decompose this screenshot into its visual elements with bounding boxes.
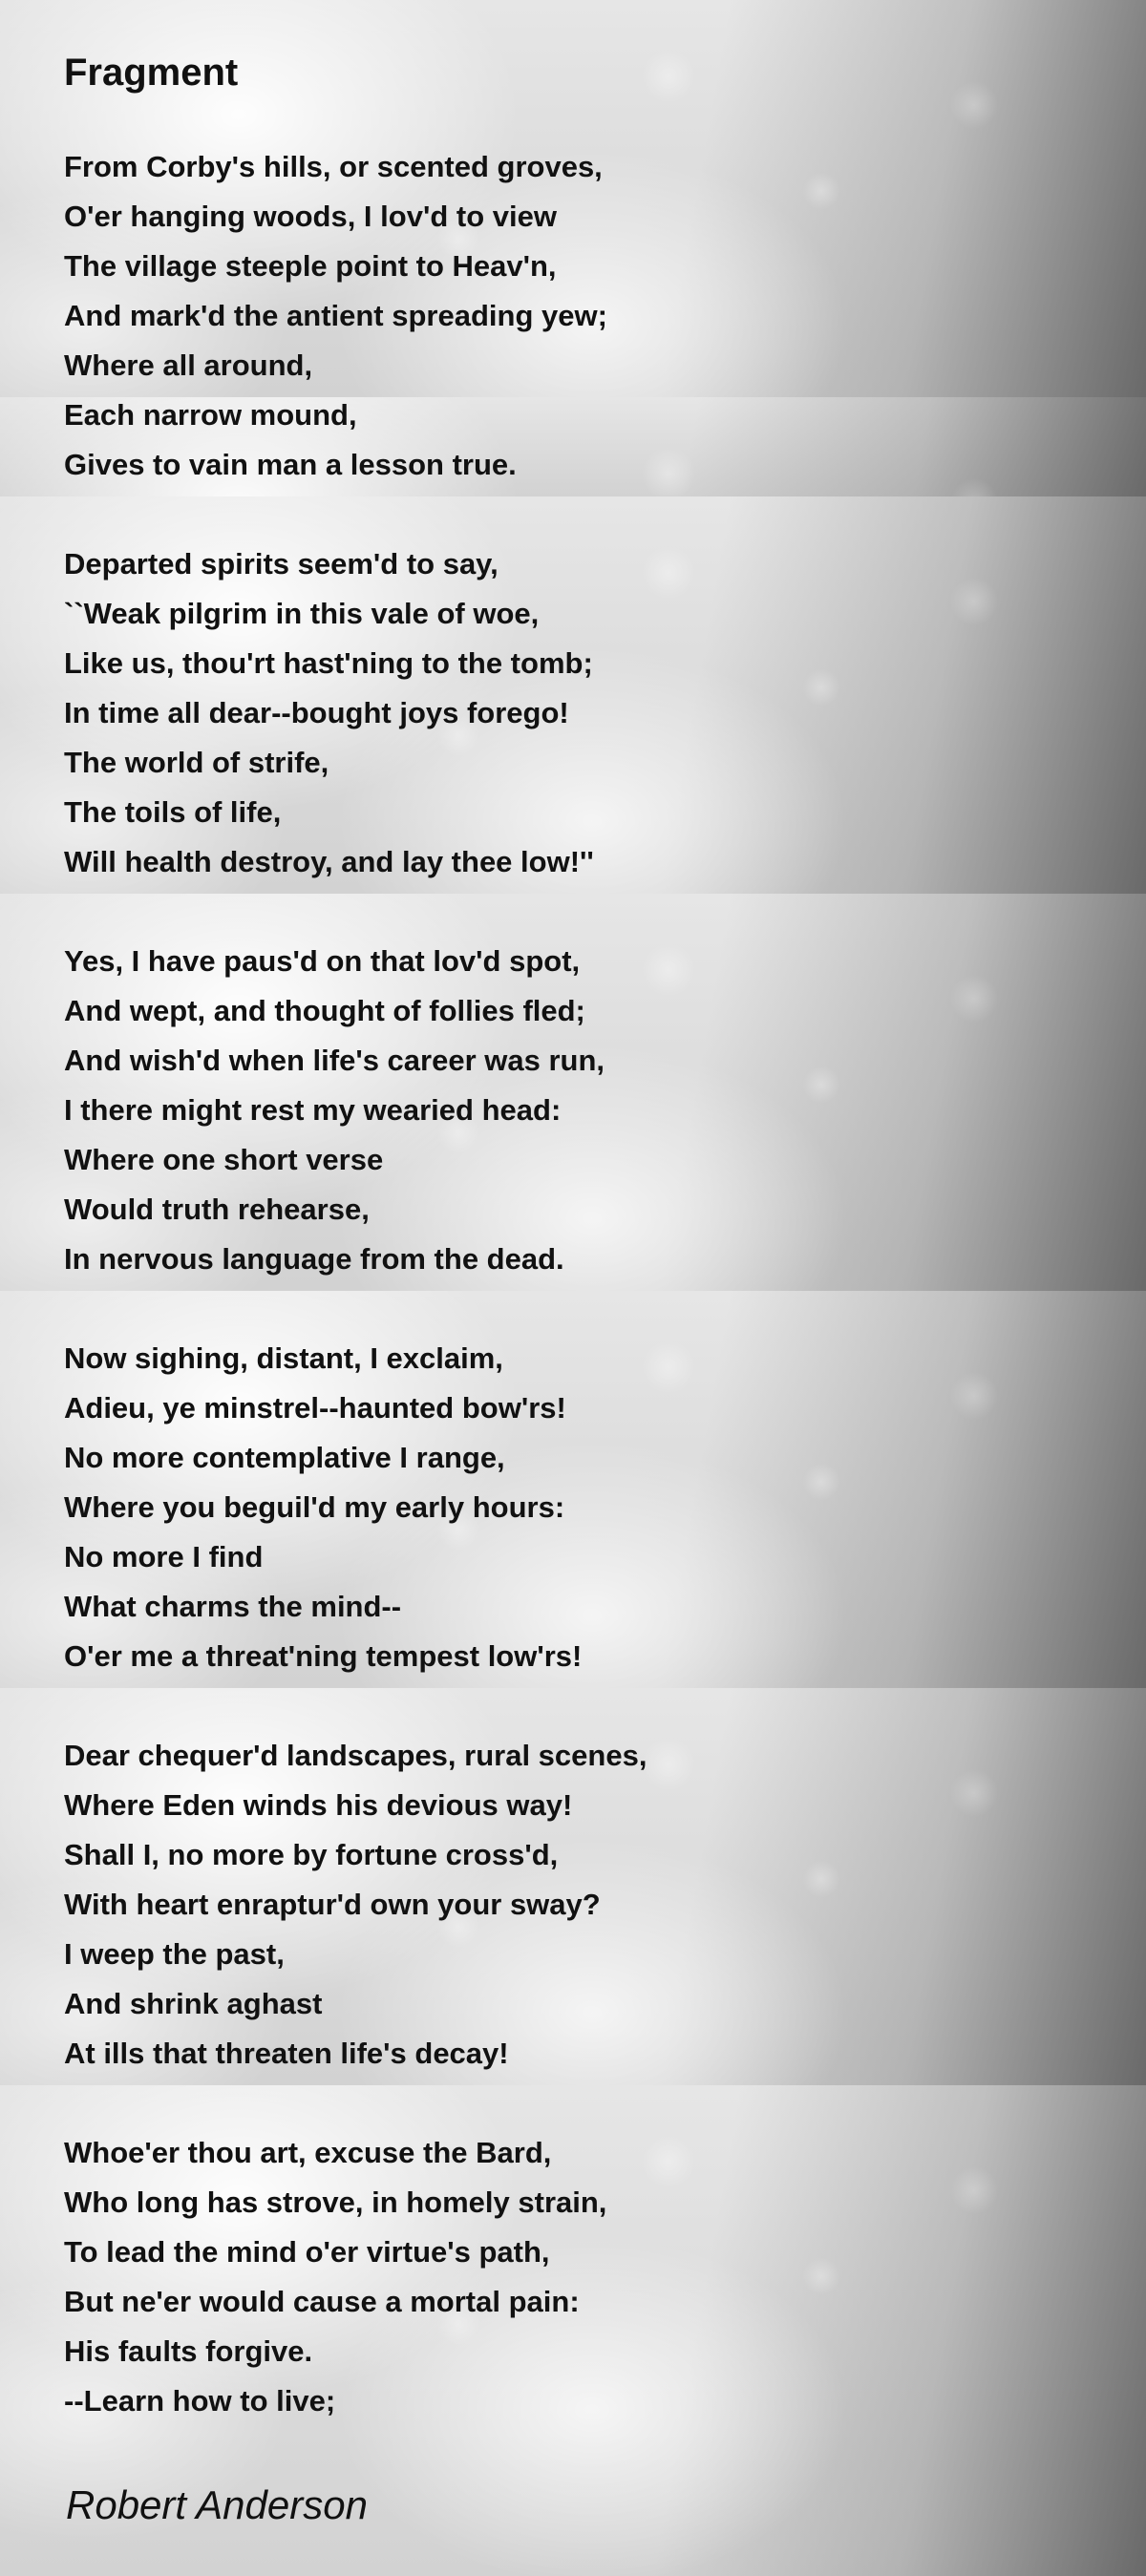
poem-line: Yes, I have paus'd on that lov'd spot,: [64, 944, 581, 978]
poem-line: Would truth rehearse,: [64, 1193, 370, 1226]
poem-line: Shall I, no more by fortune cross'd,: [64, 1838, 559, 1871]
poem-line: Departed spirits seem'd to say,: [64, 547, 499, 581]
poem-line: What charms the mind--: [64, 1590, 402, 1623]
poem-line: From Corby's hills, or scented groves,: [64, 150, 603, 183]
poem-line: In nervous language from the dead.: [64, 1242, 564, 1276]
poem-line: And shrink aghast: [64, 1987, 323, 2020]
poem-line: Each narrow mound,: [64, 398, 357, 432]
poem-line: Will health destroy, and lay thee low!'': [64, 845, 594, 878]
stanza-5: [64, 1731, 647, 2079]
poem-line: I weep the past,: [64, 1937, 285, 1971]
poem-line: Gives to vain man a lesson true.: [64, 448, 517, 481]
poem-line: At ills that threaten life's decay!: [64, 2037, 509, 2070]
stanza-2: [64, 539, 594, 887]
poem-line: Dear chequer'd landscapes, rural scenes,: [64, 1739, 647, 1772]
poem-line: With heart enraptur'd own your sway?: [64, 1888, 601, 1921]
stanza-6: [64, 2128, 606, 2426]
poem-line: Where all around,: [64, 348, 313, 382]
poem-line: Where Eden winds his devious way!: [64, 1788, 573, 1822]
poem-line: Who long has strove, in homely strain,: [64, 2185, 607, 2219]
poem-line: --Learn how to live;: [64, 2384, 336, 2418]
stanza-3: [64, 937, 605, 1284]
stanza-4: [64, 1334, 582, 1681]
poem-line: No more contemplative I range,: [64, 1441, 505, 1474]
poem-line: And mark'd the antient spreading yew;: [64, 299, 607, 332]
poem-line: ``Weak pilgrim in this vale of woe,: [64, 597, 540, 630]
poem-line: To lead the mind o'er virtue's path,: [64, 2235, 550, 2269]
poem-line: And wish'd when life's career was run,: [64, 1044, 605, 1077]
poem-line: And wept, and thought of follies fled;: [64, 994, 585, 1027]
poem-title: Fragment: [64, 52, 239, 94]
poem-line: The world of strife,: [64, 746, 329, 779]
poem-line: Like us, thou'rt hast'ning to the tomb;: [64, 646, 593, 680]
poem-line: No more I find: [64, 1540, 264, 1573]
poem-line: Whoe'er thou art, excuse the Bard,: [64, 2136, 552, 2169]
poem-line: O'er me a threat'ning tempest low'rs!: [64, 1639, 583, 1673]
poem-line: His faults forgive.: [64, 2334, 313, 2368]
poem-line: Where you beguil'd my early hours:: [64, 1490, 565, 1524]
poem-line: Now sighing, distant, I exclaim,: [64, 1341, 503, 1375]
stanza-1: [64, 142, 607, 490]
poem-line: O'er hanging woods, I lov'd to view: [64, 200, 557, 233]
poem-line: The village steeple point to Heav'n,: [64, 249, 557, 283]
poem-line: I there might rest my wearied head:: [64, 1093, 562, 1127]
poem-line: Adieu, ye minstrel--haunted bow'rs!: [64, 1391, 566, 1425]
poem-line: In time all dear--bought joys forego!: [64, 696, 569, 729]
poem-author: Robert Anderson: [66, 2482, 368, 2527]
poem-line: But ne'er would cause a mortal pain:: [64, 2285, 580, 2318]
poem-line: The toils of life,: [64, 795, 282, 829]
poem-line: Where one short verse: [64, 1143, 384, 1176]
